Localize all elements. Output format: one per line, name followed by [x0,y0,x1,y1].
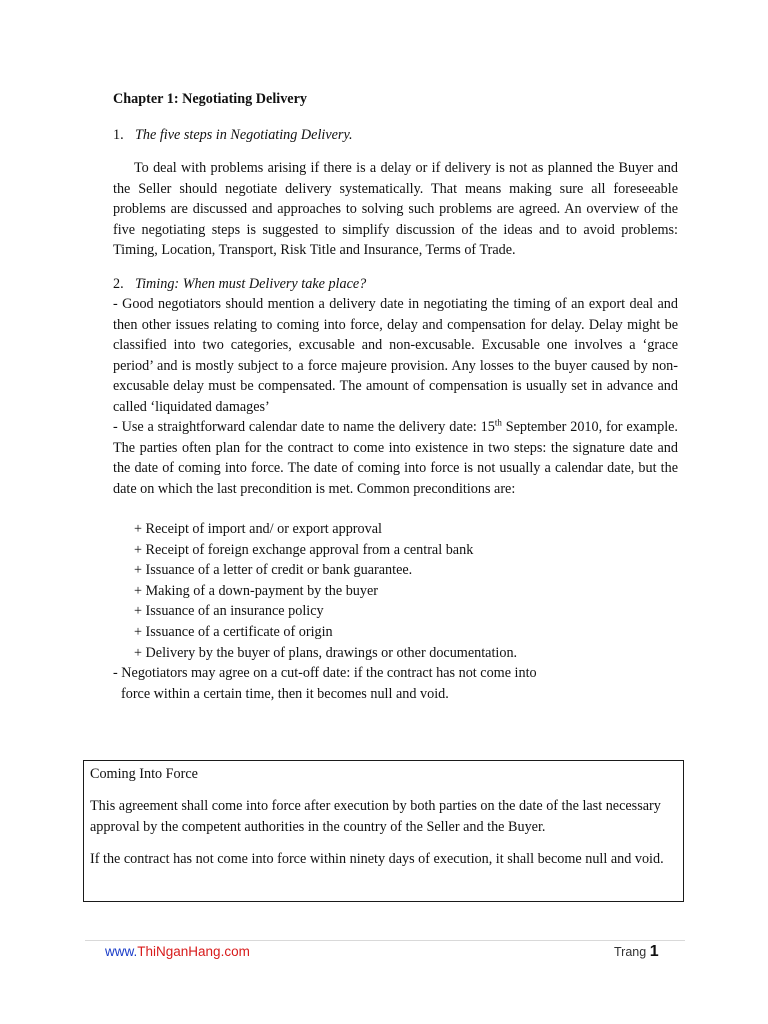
list-item: + Issuance of a certificate of origin [134,623,333,640]
cutoff-line-2: force within a certain time, then it becomes null and void. [121,685,449,702]
date-ordinal-suffix: th [494,417,502,428]
section-2-title: Timing: When must Delivery take place? [135,276,367,292]
chapter-title: Chapter 1: Negotiating Delivery [113,91,307,107]
footer-divider [85,940,685,941]
list-item: + Issuance of an insurance policy [134,603,324,620]
page-number: 1 [649,943,659,960]
list-item: + Delivery by the buyer of plans, drawings or other documentation. [134,644,518,661]
list-item: + Receipt of import and/ or export approval [134,521,382,537]
footer-website-link[interactable] [105,944,250,959]
list-item: + Receipt of foreign exchange approval from a central bank [134,541,474,558]
section-2-paragraph-delay: - Good negotiators should mention a delivery date in negotiating the timing of an export deal and then other issues relating to coming into force, delay and compensation for delay. Delay might be classified into two categories, excusable and non-excusable. Excusable one involves a ‘grace period’ and is mostly subject to a force majeure provision. Any losses to the buyer caused by non-excusable delay must be compensated. The amount of compensation is usually set in advance and called ‘liquidated damages’ [113,296,678,415]
section-2-paragraph-calendar [113,417,678,499]
section-1-paragraph: To deal with problems arising if there is a delay or if delivery is not as planned the Buyer and the Seller should negotiate delivery systematically. That means making sure all foreseeable problems are discussed and approaches to solving such problems are agreed. An overview of the five negotiating steps is suggested to simplify discussion of the ideas and to avoid problems: Timing, Location, Transport, Risk Title and Insurance, Terms of Trade. [113,160,678,259]
section-2-number: 2. [113,276,124,292]
preconditions-list [134,519,517,663]
clause-box-paragraph-2: If the contract has not come into force within ninety days of execution, it shall become null and void. [90,851,664,867]
clause-box-paragraph-1: This agreement shall come into force after execution by both parties on the date of the last necessary approval by the competent authorities in the country of the Seller and the Buyer. [90,798,661,835]
coming-into-force-clause-box [83,760,684,902]
list-item: + Issuance of a letter of credit or bank guarantee. [134,562,413,579]
calendar-text-after: September 2010, for example. The parties often plan for the contract to come into existence in two steps: the signature date and the date of coming into force. The date of coming into force is not usually a calendar date, but the date on which the last precondition is met. Common preconditions are: [113,419,678,497]
section-1-heading [113,125,678,146]
page-label: Trang [614,945,647,959]
section-2-heading [113,274,678,295]
footer-page-indicator [614,943,659,961]
cutoff-paragraph [113,663,678,704]
clause-box-title: Coming Into Force [90,766,198,782]
footer-link-prefix: www. [105,944,138,959]
section-1-title: The five steps in Negotiating Delivery. [135,127,353,143]
calendar-text-before: - Use a straightforward calendar date to name the delivery date: 15 [113,419,495,435]
list-item: + Making of a down-payment by the buyer [134,582,379,599]
cutoff-line-1: - Negotiators may agree on a cut-off date: if the contract has not come into [113,665,537,681]
footer-link-brand: ThiNganHang.com [137,944,250,959]
section-1-number: 1. [113,127,124,143]
